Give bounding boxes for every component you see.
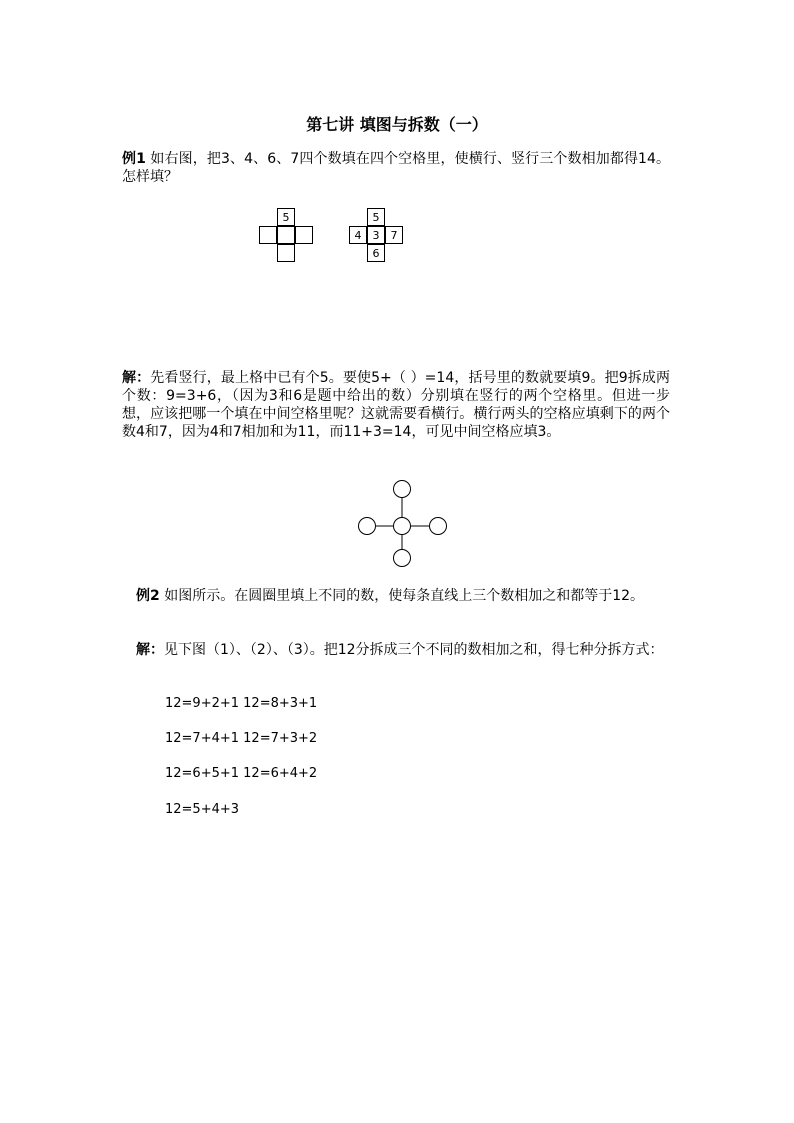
solution-1-label: 解： — [122, 370, 151, 386]
example-2-body: 如图所示。在圆圈里填上不同的数，使每条直线上三个数相加之和都等于12。 — [159, 588, 645, 604]
filled-cell-top: 5 — [367, 208, 385, 226]
circle-right — [430, 518, 447, 535]
grid-cell-right — [295, 226, 313, 244]
solution-1-body: 先看竖行，最上格中已有个5。要使5+（ ）=14，括号里的数就要填9。把9拆成两个数：9=3+6，（因为3和6是题中给出的数）分别填在竖行的两个空格里。但进一步想，应该把哪一个填在中间空格里呢？这就需要看横行。横行两头的空格应填剩下的两个数4和7，因为4和7相加和为11，而11+3=14，可见中间空格应填3。 — [122, 370, 670, 440]
filled-cell-bottom: 6 — [367, 244, 385, 262]
formula-line: 12=6+5+1 12=6+4+2 — [165, 766, 318, 781]
grid-cell-bottom — [277, 244, 295, 262]
grid-cell-center — [277, 226, 295, 244]
filled-cell-left: 4 — [349, 226, 367, 244]
circle-center — [394, 518, 411, 535]
circle-left — [359, 518, 376, 535]
circle-bottom — [394, 550, 411, 567]
example-1-label: 例1 — [122, 151, 146, 167]
filled-cell-center: 3 — [367, 226, 385, 244]
formula-line: 12=9+2+1 12=8+3+1 — [165, 696, 318, 711]
circle-top — [394, 481, 411, 498]
circle-cross-diagram — [350, 472, 456, 572]
example-1-body: 如右图，把3、4、6、7四个数填在四个空格里，使横行、竖行三个数相加都得14。怎样填？ — [122, 151, 670, 185]
formula-line: 12=5+4+3 — [165, 802, 240, 817]
solution-2-label: 解： — [136, 642, 164, 658]
example-1-text — [122, 150, 670, 186]
example-2-label: 例2 — [136, 588, 160, 604]
grid-cell-left — [259, 226, 277, 244]
solution-2-text — [136, 641, 668, 659]
formula-line: 12=7+4+1 12=7+3+2 — [165, 731, 318, 746]
example-2-text — [136, 587, 668, 605]
filled-cell-right: 7 — [385, 226, 403, 244]
solution-1-text — [122, 369, 670, 441]
page-title: 第七讲 填图与拆数（一） — [306, 115, 488, 134]
grid-cell-top: 5 — [277, 208, 295, 226]
solution-2-body: 见下图（1）、（2）、（3）。把12分拆成三个不同的数相加之和，得七种分拆方式： — [164, 642, 664, 658]
